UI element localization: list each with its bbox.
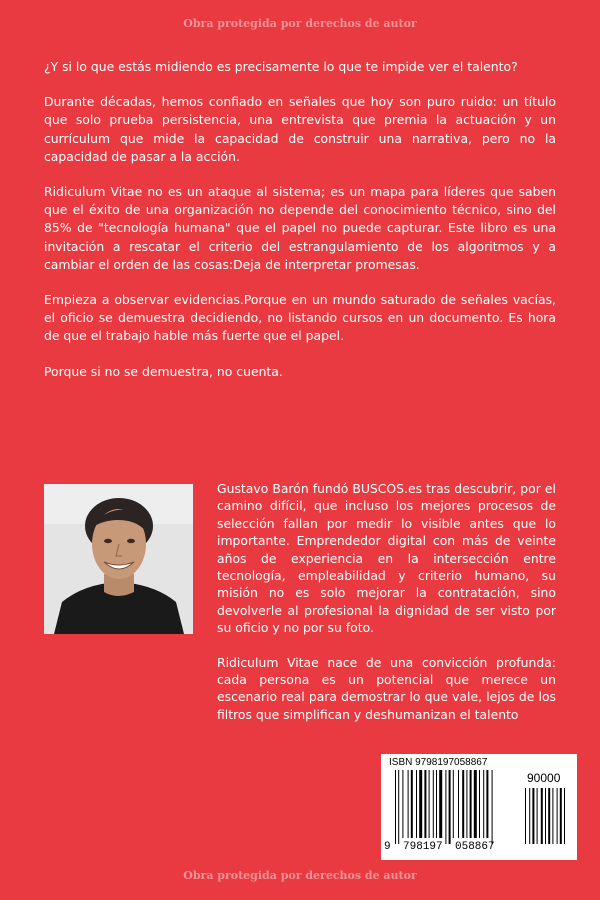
barcode-bar — [492, 770, 493, 844]
barcode-bar — [449, 770, 451, 844]
addon-barcode-bar — [545, 788, 546, 844]
barcode-bar — [395, 770, 396, 844]
isbn-label: ISBN 9798197058867 — [389, 757, 488, 768]
bio-paragraph-1: Gustavo Barón fundó BUSCOS.es tras descubrir, por el camino difícil, que incluso los mejores procesos de selección fallan por medir lo visible antes que lo importante. Emprendedor digital con más de veinte años de experiencia en la intersección entre tecnología, empleabilidad y criterio humano, su misión no es solo mejorar la contratación, sino devolverle al profesional la dignidad de ser visto por su oficio y no por su foto. — [217, 481, 556, 636]
author-portrait-icon — [44, 484, 193, 634]
addon-barcode-bar — [564, 788, 565, 844]
barcode-bar — [453, 770, 454, 838]
barcode-bar — [462, 770, 464, 838]
description-paragraph-2: Durante décadas, hemos confiado en señales que hoy son puro ruido: un título que solo prueba persistencia, una entrevista que premia la actuación y un currículum que mide la capacidad de construir una narrativa, pero no la capacidad de pasar a la acción. — [44, 94, 556, 164]
barcode-bar — [466, 770, 467, 838]
barcode-bar — [398, 770, 399, 844]
author-bio — [217, 480, 556, 740]
watermark-top: Obra protegida por derechos de autor — [183, 17, 417, 30]
barcode-bar — [424, 770, 426, 838]
barcode-digits-right: 058867 — [455, 841, 495, 853]
addon-barcode-bar — [537, 788, 538, 844]
back-cover-description — [44, 58, 556, 398]
barcode-bar — [479, 770, 480, 838]
barcode-bar — [486, 770, 488, 838]
price-code: 90000 — [527, 771, 561, 785]
bio-paragraph-2: Ridiculum Vitae nace de una convicción profunda: cada persona es un potencial que merece un escenario real para demostrar lo que vale, lejos de los filtros que simplifican y deshumanizan el talento — [217, 654, 556, 722]
barcode-bar — [470, 770, 472, 838]
barcode-bar — [445, 770, 446, 844]
addon-barcode-bar — [532, 788, 534, 844]
addon-barcode-bar — [560, 788, 562, 844]
barcode-bar — [439, 770, 442, 838]
addon-barcode-bar — [541, 788, 543, 844]
author-photo — [44, 484, 193, 634]
barcode-bar — [474, 770, 477, 838]
barcode-bar — [433, 770, 434, 838]
barcode-bar — [416, 770, 417, 838]
barcode-bar — [429, 770, 430, 838]
barcode-digits-left: 798197 — [403, 841, 443, 853]
description-paragraph-4: Empieza a observar evidencias.Porque en un mundo saturado de señales vacías, el oficio se demuestra decidiendo, no listando cursos en un documento. Es hora de que el trabajo hable más fuerte que el papel. — [44, 292, 556, 344]
description-paragraph-3: Ridiculum Vitae no es un ataque al sistema; es un mapa para líderes que saben que el éxito de una organización no depende del conocimiento técnico, sino del 85% de "tecnología humana" que el papel no puede capturar. Este libro es una invitación a rescatar el criterio del estrangulamiento de los algoritmos y a cambiar el orden de las cosas:Deja de interpretar promesas. — [44, 184, 556, 272]
barcode-bar — [402, 770, 403, 838]
description-paragraph-1: ¿Y si lo que estás midiendo es precisamente lo que te impide ver el talento? — [44, 59, 518, 74]
watermark-bottom: Obra protegida por derechos de autor — [183, 869, 417, 882]
addon-barcode-bar — [525, 788, 526, 844]
barcode-bar — [436, 770, 437, 838]
addon-barcode-bar — [552, 788, 553, 844]
addon-barcode-bar — [548, 788, 550, 844]
barcode-bar — [483, 770, 484, 838]
description-paragraph-5: Porque si no se demuestra, no cuenta. — [44, 363, 283, 379]
barcode-bar — [411, 770, 413, 838]
addon-barcode-bar — [557, 788, 558, 844]
barcode-bar — [419, 770, 422, 838]
isbn-barcode — [381, 754, 577, 860]
barcode-bar — [408, 770, 409, 838]
barcode-digit-first: 9 — [384, 841, 391, 853]
addon-barcode-bar — [529, 788, 530, 844]
barcode-bar — [458, 770, 459, 838]
